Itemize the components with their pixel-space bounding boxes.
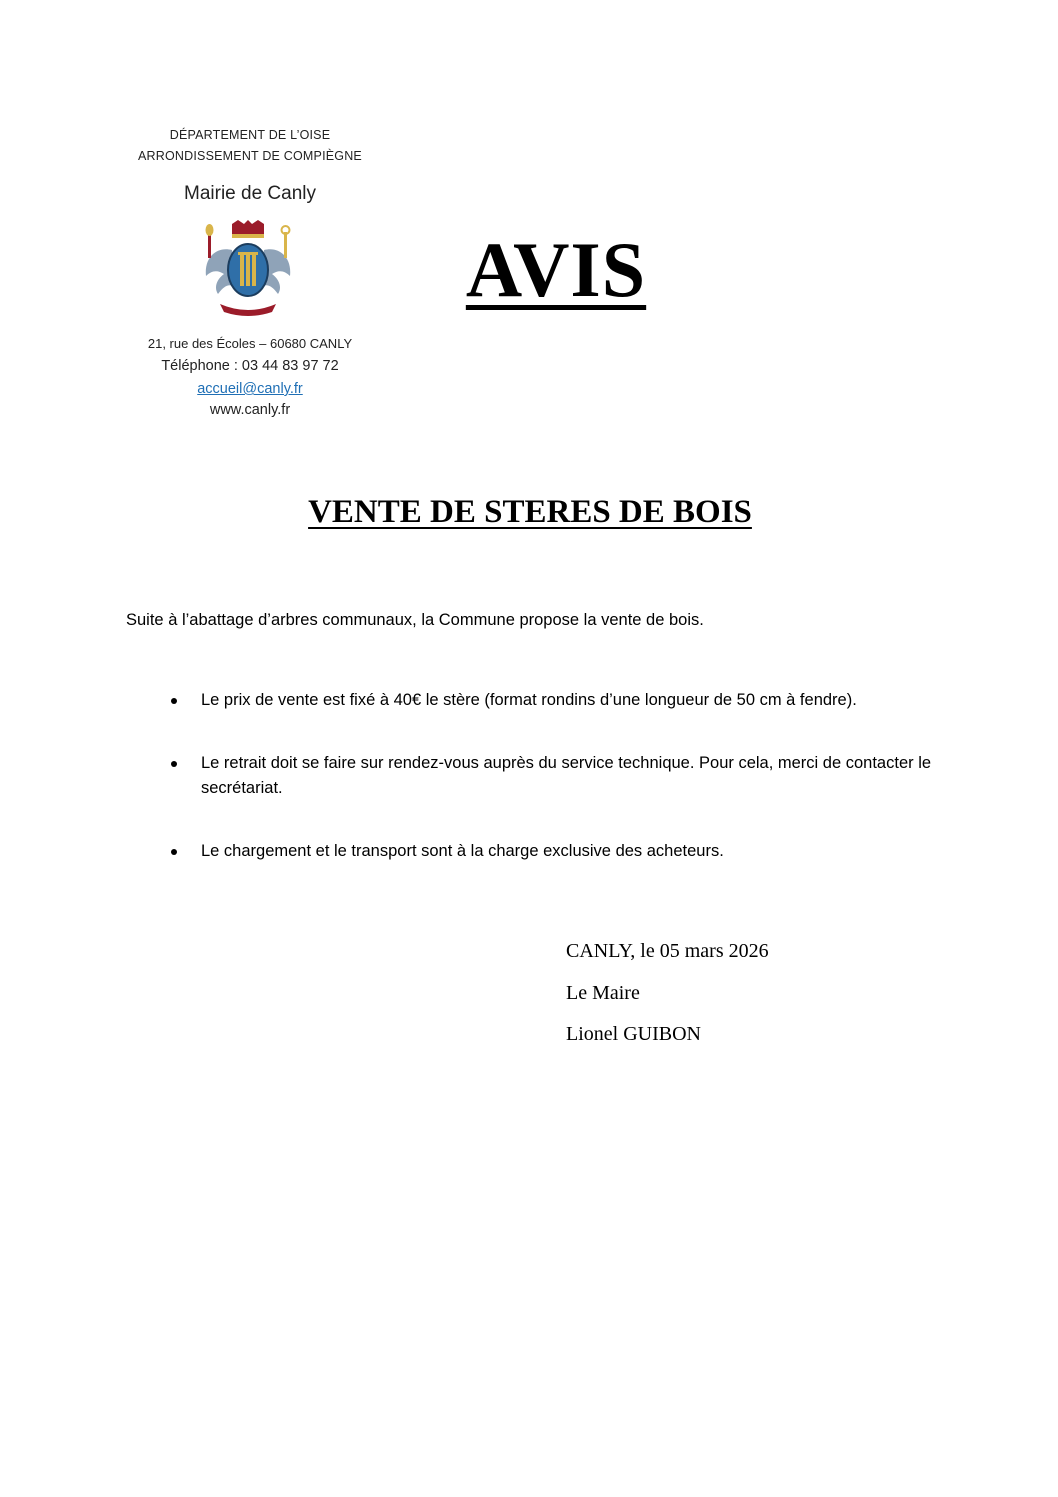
place-date: CANLY, le 05 mars 2026 <box>566 940 769 962</box>
list-item <box>126 839 941 864</box>
list-item <box>126 688 941 713</box>
mairie-name: Mairie de Canly <box>184 183 316 204</box>
website-line: www.canly.fr <box>209 402 291 418</box>
intro-paragraph: Suite à l’abattage d’arbres communaux, la Commune propose la vente de bois. <box>126 611 704 629</box>
signatory-role: Le Maire <box>566 982 640 1004</box>
list-item <box>126 751 941 801</box>
letterhead <box>126 120 374 446</box>
bullet-icon <box>171 761 177 767</box>
list-item-text: Le prix de vente est fixé à 40€ le stère (format rondins d’une longueur de 50 cm à fendre). <box>201 691 857 709</box>
list-item-text: Le chargement et le transport sont à la charge exclusive des acheteurs. <box>201 842 724 860</box>
signatory-name: Lionel GUIBON <box>566 1023 701 1045</box>
address-line: 21, rue des Écoles – 60680 CANLY <box>147 336 353 351</box>
notice-subject: VENTE DE STERES DE BOIS <box>308 494 752 530</box>
notice-title: AVIS <box>465 226 647 313</box>
arrondissement-line: ARRONDISSEMENT DE COMPIÈGNE <box>138 149 362 163</box>
department-line: DÉPARTEMENT DE L’OISE <box>169 128 331 142</box>
email-link[interactable]: accueil@canly.fr <box>197 381 303 397</box>
phone-line: Téléphone : 03 44 83 97 72 <box>161 358 339 374</box>
coat-of-arms-icon <box>198 220 298 320</box>
bullet-icon <box>171 849 177 855</box>
list-item-text: Le retrait doit se faire sur rendez-vous auprès du service technique. Pour cela, merci de contacter le secrétariat. <box>201 754 932 797</box>
conditions-list <box>126 688 946 864</box>
bullet-icon <box>171 698 177 704</box>
